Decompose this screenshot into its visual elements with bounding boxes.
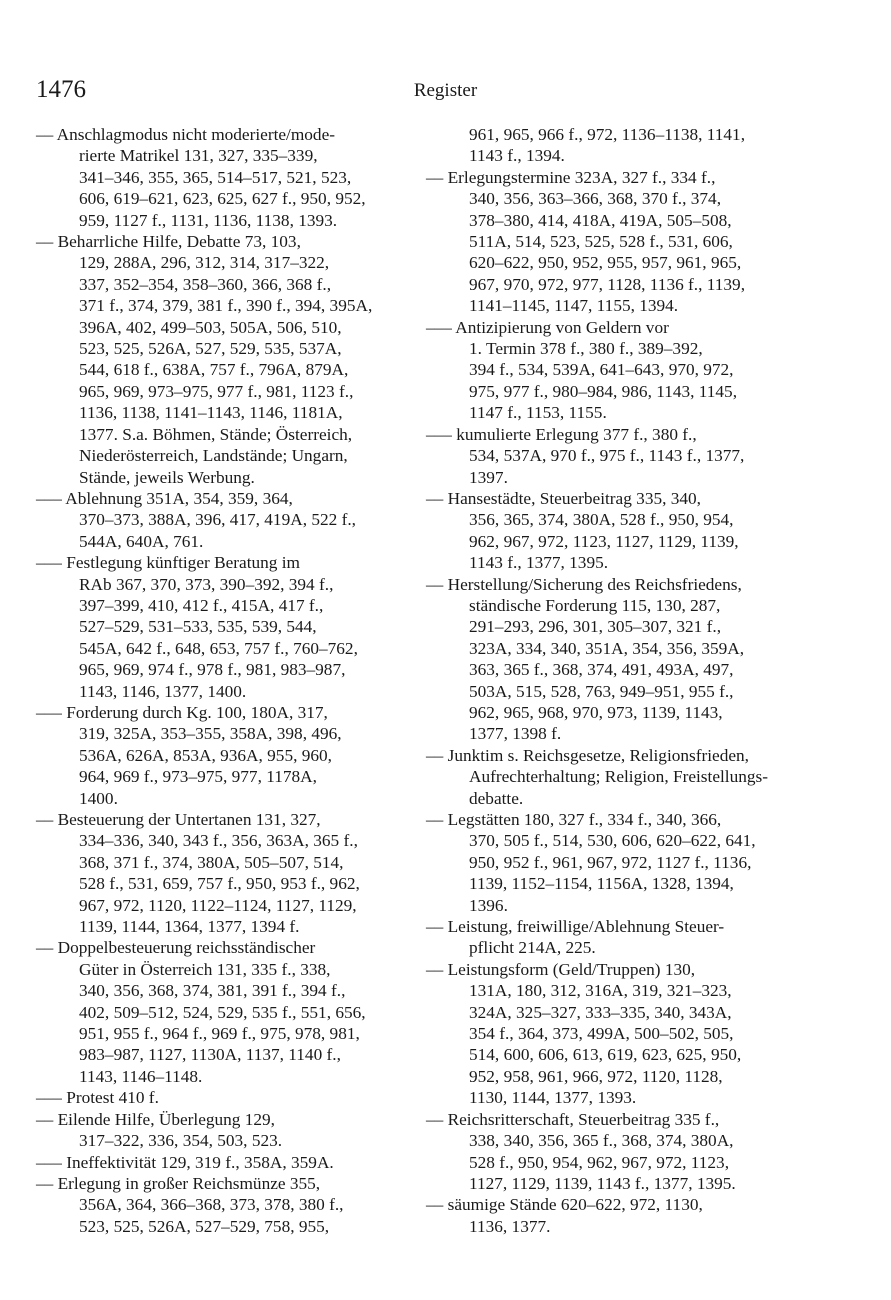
- index-entry: [426, 424, 798, 488]
- index-entry-heading-line: ––– kumulierte Erlegung 377 f., 380 f.,: [426, 424, 697, 444]
- index-entry-continuation-line: 964, 969 f., 973–975, 977, 1178A,: [79, 767, 317, 787]
- index-entry: [426, 317, 798, 424]
- index-entry-continuation-line: 1143, 1146, 1377, 1400.: [79, 681, 247, 701]
- index-entry: [36, 702, 408, 809]
- index-entry-continuation-line: Niederösterreich, Landstände; Ungarn,: [79, 446, 348, 466]
- index-entry-continuation-line: 523, 525, 526A, 527, 529, 535, 537A,: [79, 339, 342, 359]
- index-entry: [36, 488, 408, 552]
- index-entry-continuation-line: Stände, jeweils Werbung.: [79, 467, 255, 487]
- index-entry-continuation-line: 545A, 642 f., 648, 653, 757 f., 760–762,: [79, 638, 358, 658]
- index-entry-continuation-line: 544A, 640A, 761.: [79, 531, 204, 551]
- index-entry-continuation-line: 503A, 515, 528, 763, 949–951, 955 f.,: [469, 681, 734, 701]
- index-column-left: [36, 124, 408, 1237]
- index-entry-continuation-line: 975, 977 f., 980–984, 986, 1143, 1145,: [469, 381, 738, 401]
- index-entry-continuation-line: rierte Matrikel 131, 327, 335–339,: [79, 146, 318, 166]
- index-entry: [426, 1109, 798, 1195]
- index-entry-continuation-line: 983–987, 1127, 1130A, 1137, 1140 f.,: [79, 1045, 341, 1065]
- index-entry-continuation-line: 536A, 626A, 853A, 936A, 955, 960,: [79, 745, 332, 765]
- index-entry-continuation-line: 338, 340, 356, 365 f., 368, 374, 380A,: [469, 1131, 734, 1151]
- index-entry-heading-line: –– Beharrliche Hilfe, Debatte 73, 103,: [36, 232, 301, 252]
- index-entry-heading-line: –– Legstätten 180, 327 f., 334 f., 340, 366,: [426, 810, 722, 829]
- index-entry-heading-line: –– säumige Stände 620–622, 972, 1130,: [426, 1195, 703, 1215]
- index-entry: [36, 1152, 408, 1173]
- index-entry-continuation-line: 340, 356, 363–366, 368, 370 f., 374,: [469, 189, 722, 209]
- index-entry: [426, 916, 798, 959]
- index-entry-continuation-line: 131A, 180, 312, 316A, 319, 321–323,: [469, 981, 732, 1001]
- index-entry-continuation-line: 606, 619–621, 623, 625, 627 f., 950, 952,: [79, 189, 366, 209]
- index-entry-continuation-line: 1147 f., 1153, 1155.: [469, 403, 607, 423]
- index-entry-continuation-line: 965, 969, 974 f., 978 f., 981, 983–987,: [79, 660, 346, 680]
- index-entry-continuation-line: RAb 367, 370, 373, 390–392, 394 f.,: [79, 574, 334, 594]
- index-entry-continuation-line: pflicht 214A, 225.: [469, 938, 596, 958]
- index-entry-heading-line: –– Doppelbesteuerung reichsständischer: [36, 938, 316, 958]
- index-entry: [426, 124, 798, 167]
- index-entry: [426, 959, 798, 1109]
- index-entry-continuation-line: 528 f., 950, 954, 962, 967, 972, 1123,: [469, 1152, 730, 1172]
- index-entry-continuation-line: 341–346, 355, 365, 514–517, 521, 523,: [79, 167, 352, 187]
- index-entry-continuation-line: 129, 288A, 296, 312, 314, 317–322,: [79, 253, 330, 273]
- index-entry: [36, 552, 408, 702]
- index-entry-continuation-line: ständische Forderung 115, 130, 287,: [469, 595, 721, 615]
- index-entry-continuation-line: 1141–1145, 1147, 1155, 1394.: [469, 296, 679, 316]
- index-entry-continuation-line: 324A, 325–327, 333–335, 340, 343A,: [469, 1002, 732, 1022]
- index-entry-continuation-line: 356, 365, 374, 380A, 528 f., 950, 954,: [469, 510, 734, 530]
- index-entry-continuation-line: 1377, 1398 f.: [469, 724, 562, 744]
- index-entry-continuation-line: 959, 1127 f., 1131, 1136, 1138, 1393.: [79, 210, 338, 230]
- index-entry-continuation-line: 340, 356, 368, 374, 381, 391 f., 394 f.,: [79, 981, 346, 1001]
- index-entry-heading-line: –– Hansestädte, Steuerbeitrag 335, 340,: [426, 488, 701, 508]
- index-entry-continuation-line: 950, 952 f., 961, 967, 972, 1127 f., 1136,: [469, 852, 752, 872]
- running-head: Register: [413, 80, 478, 101]
- index-entry-continuation-line: 337, 352–354, 358–360, 366, 368 f.,: [79, 274, 332, 294]
- index-entry-heading-line: ––– Ineffektivität 129, 319 f., 358A, 359A.: [36, 1152, 334, 1172]
- index-entry-heading-line: –– Leistungsform (Geld/Truppen) 130,: [426, 959, 696, 979]
- index-entry-continuation-line: 967, 970, 972, 977, 1128, 1136 f., 1139,: [469, 274, 746, 294]
- index-entry: [36, 1109, 408, 1152]
- index-entry-heading-line: –– Besteuerung der Untertanen 131, 327,: [36, 810, 321, 829]
- index-entry-continuation-line: 323A, 334, 340, 351A, 354, 356, 359A,: [469, 638, 745, 658]
- index-entry-heading-line: –– Junktim s. Reichsgesetze, Religionsfrieden,: [426, 745, 750, 765]
- index-entry-heading-line: ––– Protest 410 f.: [36, 1088, 159, 1108]
- index-entry-continuation-line: 523, 525, 526A, 527–529, 758, 955,: [79, 1216, 330, 1236]
- index-entry-continuation-line: 1400.: [79, 788, 118, 808]
- index-entry: [36, 1087, 408, 1108]
- index-entry: [426, 809, 798, 916]
- index-entry-continuation-line: debatte.: [469, 788, 524, 808]
- index-entry-continuation-line: 356A, 364, 366–368, 373, 378, 380 f.,: [79, 1195, 344, 1215]
- index-entry-continuation-line: 317–322, 336, 354, 503, 523.: [79, 1131, 283, 1151]
- index-entry: [36, 124, 408, 231]
- index-entry-heading-line: –– Leistung, freiwillige/Ablehnung Steuer-: [426, 917, 725, 937]
- index-entry-heading-line: ––– Forderung durch Kg. 100, 180A, 317,: [36, 702, 328, 722]
- index-entry: [426, 167, 798, 317]
- index-entry-heading-line: ––– Festlegung künftiger Beratung im: [36, 553, 300, 573]
- index-entry-continuation-line: 1396.: [469, 895, 508, 915]
- index-entry-continuation-line: 1139, 1152–1154, 1156A, 1328, 1394,: [469, 874, 734, 894]
- index-entry-continuation-line: Güter in Österreich 131, 335 f., 338,: [79, 959, 331, 979]
- index-entry-continuation-line: 962, 967, 972, 1123, 1127, 1129, 1139,: [469, 531, 739, 551]
- index-entry-continuation-line: 363, 365 f., 368, 374, 491, 493A, 497,: [469, 660, 734, 680]
- index-entry-continuation-line: 334–336, 340, 343 f., 356, 363A, 365 f.,: [79, 831, 358, 851]
- index-entry-heading-line: –– Anschlagmodus nicht moderierte/mode-: [36, 125, 335, 144]
- index-entry-continuation-line: 534, 537A, 970 f., 975 f., 1143 f., 1377,: [469, 446, 745, 466]
- index-entry-continuation-line: 397–399, 410, 412 f., 415A, 417 f.,: [79, 595, 324, 615]
- index-entry-heading-line: ––– Antizipierung von Geldern vor: [426, 317, 669, 337]
- index-entry-continuation-line: 961, 965, 966 f., 972, 1136–1138, 1141,: [469, 125, 746, 144]
- index-entry: [36, 1173, 408, 1237]
- index-entry-continuation-line: 1136, 1138, 1141–1143, 1146, 1181A,: [79, 403, 343, 423]
- index-entry-heading-line: –– Erlegungstermine 323A, 327 f., 334 f.,: [426, 167, 716, 187]
- index-entry-continuation-line: 544, 618 f., 638A, 757 f., 796A, 879A,: [79, 360, 349, 380]
- index-entry-heading-line: ––– Ablehnung 351A, 354, 359, 364,: [36, 488, 293, 508]
- index-entry-continuation-line: 1136, 1377.: [469, 1216, 551, 1236]
- index-entry-heading-line: –– Erlegung in großer Reichsmünze 355,: [36, 1173, 321, 1193]
- index-entry-continuation-line: 1143, 1146–1148.: [79, 1066, 203, 1086]
- index-entry-continuation-line: 952, 958, 961, 966, 972, 1120, 1128,: [469, 1066, 723, 1086]
- index-entry-continuation-line: 370, 505 f., 514, 530, 606, 620–622, 641,: [469, 831, 756, 851]
- index-column-right: [426, 124, 798, 1237]
- index-entry-heading-line: –– Eilende Hilfe, Überlegung 129,: [36, 1109, 275, 1129]
- index-entry-continuation-line: 319, 325A, 353–355, 358A, 398, 496,: [79, 724, 342, 744]
- page-number: 1476: [36, 76, 86, 103]
- index-entry-heading-line: –– Reichsritterschaft, Steuerbeitrag 335 f.,: [426, 1109, 720, 1129]
- index-entry-continuation-line: 1397.: [469, 467, 508, 487]
- index-entry: [426, 574, 798, 745]
- index-entry-continuation-line: 965, 969, 973–975, 977 f., 981, 1123 f.,: [79, 381, 354, 401]
- index-entry-heading-line: –– Herstellung/Sicherung des Reichsfriedens,: [426, 574, 742, 594]
- index-entry-continuation-line: 962, 965, 968, 970, 973, 1139, 1143,: [469, 702, 723, 722]
- index-entry-continuation-line: 1. Termin 378 f., 380 f., 389–392,: [469, 339, 703, 359]
- index-entry: [36, 809, 408, 937]
- index-entry-continuation-line: 1143 f., 1377, 1395.: [469, 553, 609, 573]
- index-entry-continuation-line: 527–529, 531–533, 535, 539, 544,: [79, 617, 317, 637]
- index-entry-continuation-line: 514, 600, 606, 613, 619, 623, 625, 950,: [469, 1045, 742, 1065]
- index-entry: [426, 745, 798, 809]
- index-entry-continuation-line: 1139, 1144, 1364, 1377, 1394 f.: [79, 917, 300, 937]
- index-entry-continuation-line: 1377. S.a. Böhmen, Stände; Österreich,: [79, 424, 353, 444]
- index-entry-continuation-line: Aufrechterhaltung; Religion, Freistellungs-: [469, 767, 768, 787]
- index-entry-continuation-line: 368, 371 f., 374, 380A, 505–507, 514,: [79, 852, 344, 872]
- index-entry-continuation-line: 511A, 514, 523, 525, 528 f., 531, 606,: [469, 232, 733, 252]
- index-entry-continuation-line: 951, 955 f., 964 f., 969 f., 975, 978, 981,: [79, 1024, 360, 1044]
- index-entry-continuation-line: 354 f., 364, 373, 499A, 500–502, 505,: [469, 1024, 734, 1044]
- index-entry: [36, 937, 408, 1087]
- index-entry-continuation-line: 1127, 1129, 1139, 1143 f., 1377, 1395.: [469, 1173, 736, 1193]
- index-entry-continuation-line: 1143 f., 1394.: [469, 146, 565, 166]
- index-entry-continuation-line: 370–373, 388A, 396, 417, 419A, 522 f.,: [79, 510, 356, 530]
- index-entry-continuation-line: 1130, 1144, 1377, 1393.: [469, 1088, 637, 1108]
- index-entry-continuation-line: 620–622, 950, 952, 955, 957, 961, 965,: [469, 253, 742, 273]
- index-entry-continuation-line: 402, 509–512, 524, 529, 535 f., 551, 656,: [79, 1002, 366, 1022]
- index-entry-continuation-line: 528 f., 531, 659, 757 f., 950, 953 f., 962,: [79, 874, 360, 894]
- index-entry: [426, 1194, 798, 1237]
- index-entry: [36, 231, 408, 488]
- index-entry-continuation-line: 378–380, 414, 418A, 419A, 505–508,: [469, 210, 732, 230]
- index-entry-continuation-line: 291–293, 296, 301, 305–307, 321 f.,: [469, 617, 722, 637]
- index-entry-continuation-line: 396A, 402, 499–503, 505A, 506, 510,: [79, 317, 342, 337]
- index-entry: [426, 488, 798, 574]
- index-entry-continuation-line: 967, 972, 1120, 1122–1124, 1127, 1129,: [79, 895, 357, 915]
- index-entry-continuation-line: 394 f., 534, 539A, 641–643, 970, 972,: [469, 360, 734, 380]
- index-entry-continuation-line: 371 f., 374, 379, 381 f., 390 f., 394, 395A,: [79, 296, 373, 316]
